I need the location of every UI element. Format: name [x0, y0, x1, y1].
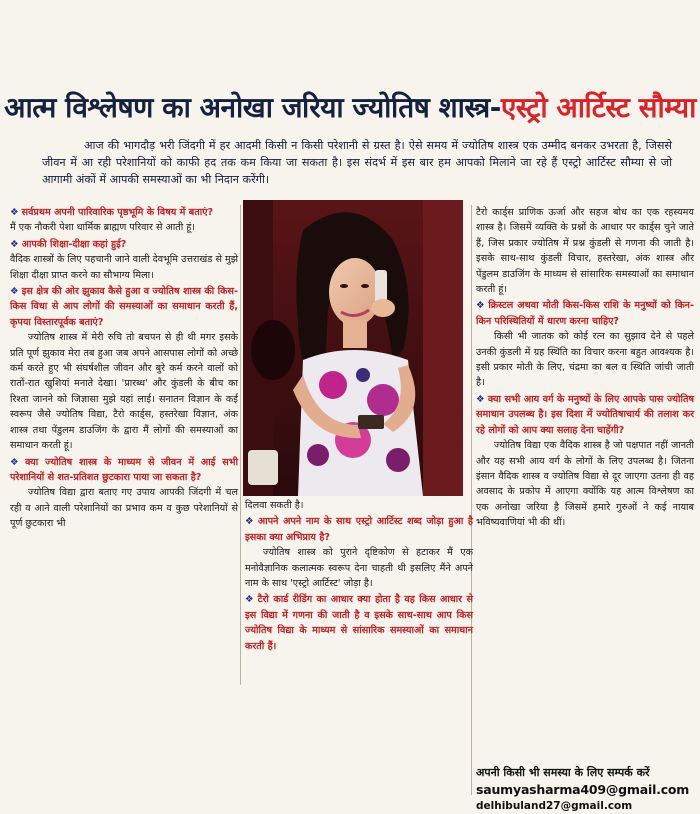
- question: ❖ आपने अपने नाम के साथ एस्ट्रो आर्टिस्ट शब्द जोड़ा हुआ है इसका क्या अभिप्राय है?: [245, 516, 473, 543]
- diamond-icon: ❖: [10, 286, 19, 298]
- question: ❖ क्रिस्टल अथवा मोती किस-किस राशि के मनुष्यों को किन-किन परिस्थितियों में धारण करना चाहिए?: [476, 300, 694, 327]
- answer: ज्योतिष विद्या एक वैदिक शास्त्र है जो पक्षपात नहीं जानती और यह सभी आय वर्ग के लोगों के लिए उपलब्ध है। जितना इंसान वैदिक शास्त्र व ज्योतिष विद्या से दूर जाएगा उतना ही वह अवसाद के प्रकोप में आएगा क्योंकि यह आत्म विश्लेषण का एक अनोखा जरिया है जिसमें हमारे गुरुओं ने कई नायाब भविष्यवाणियां भी की थीं।: [476, 440, 694, 529]
- diamond-icon: ❖: [476, 393, 485, 405]
- diamond-icon: ❖: [245, 594, 255, 606]
- contact-website[interactable]: delhibuland27@gmail.com: [476, 800, 633, 812]
- answer: किसी भी जातक को कोई रत्न का सुझाव देने से पहले उनकी कुंडली में ग्रह स्थिति का विचार करना बहुत आवश्यक है। इसी प्रकार मोती के लिए, चंद्रमा का बल व स्थिति जांची जाती है।: [476, 331, 694, 389]
- answer: दिलवा सकती है।: [245, 500, 304, 511]
- question: ❖ इस क्षेत्र की ओर झुकाव कैसे हुआ व ज्योतिष शास्त्र की किस-किस विधा से आप लोगों की समस्याओं का समाधान करती हैं, कृपया विस्तारपूर्वक बताएं?: [10, 286, 238, 328]
- left-column: [10, 205, 238, 533]
- answer: ज्योतिष विद्या द्वारा बताए गए उपाय आपकी जिंदगी में चल रही व आने वाली परेशानियों का प्रभाव कम व कुछ परेशानियों से पूर्ण छुटकारा भी: [10, 487, 238, 530]
- intro-paragraph: आज की भागदौड़ भरी जिंदगी में हर आदमी किसी न किसी परेशानी से ग्रस्त है। ऐसे समय में ज्योतिष शास्त्र एक उम्मीद बनकर उभरता है, जिससे जीवन में आ रही परेशानियों को काफी हद तक कम किया जा सकता है। इस संदर्भ में इस बार हम आपको मिलाने जा रहे हैं एस्ट्रो आर्टिस्ट सौम्या से जो आगामी अंकों में आपकी समस्याओं का भी निदान करेंगी।: [42, 139, 672, 186]
- contact-email[interactable]: saumyasharma409@gmail.com: [476, 782, 690, 797]
- diamond-icon: ❖: [10, 238, 19, 250]
- question: ❖ सर्वप्रथम अपनी पारिवारिक पृष्ठभूमि के विषय में बताएं?: [10, 207, 214, 218]
- diamond-icon: ❖: [245, 516, 255, 528]
- contact-box: [476, 765, 696, 814]
- answer: टैरो कार्ड्स प्राणिक ऊर्जा और सहज बोध का एक रहस्यमय शास्त्र है। जिसमें व्यक्ति के प्रश्नों के आधार पर कार्ड्स चुने जाते हैं, जिस प्रकार ज्योतिष में प्रश्न कुंडली से गणना की जाती है। इसके साथ-साथ कुंडली विचार, हस्तरेखा, अंक शास्त्र और पेंडुलम डाउजिंग के माध्यम से सांसारिक समस्याओं का समाधान करती हूं।: [476, 207, 694, 296]
- question: ❖ क्या सभी आय वर्ग के मनुष्यों के लिए आपके पास ज्योतिष समाधान उपलब्ध है। इस दिशा में ज्योतिषाचार्य की तलाश कर रहे लोगों को आप क्या सलाह देना चाहेंगी?: [476, 393, 694, 436]
- diamond-icon: ❖: [10, 456, 23, 468]
- question: ❖ टैरो कार्ड रीडिंग का आधार क्या होता है वह किस आधार से इस विद्या में गणना की जाती है व इसके साथ-साथ आप किस ज्योतिष विद्या के माध्यम से सांसारिक समस्याओं का समाधान करती हैं।: [245, 594, 473, 652]
- portrait-photo: [243, 200, 463, 496]
- question: ❖ आपकी शिक्षा-दीक्षा कहां हुई?: [10, 238, 127, 250]
- answer: मैं एक नौकरी पेशा धार्मिक ब्राह्मण परिवार से आती हूं।: [10, 222, 196, 234]
- headline-name: एस्ट्रो आर्टिस्ट सौम्या: [500, 91, 696, 124]
- answer: ज्योतिष शास्त्र को पुराने दृष्टिकोण से हटाकर मैं एक मनोवैज्ञानिक कलात्मक स्वरूप देना चाहती थी इसलिए मैंने अपने नाम के साथ 'एस्ट्रो आर्टिस्ट' जोड़ा है।: [245, 547, 473, 590]
- article-headline: [0, 85, 700, 130]
- headline-main: आत्म विश्लेषण का अनोखा जरिया ज्योतिष शास्त्र-: [4, 91, 501, 124]
- question: ❖ क्या ज्योतिष शास्त्र के माध्यम से जीवन में आई सभी परेशानियों से शत-प्रतिशत छुटकारा पाया जा सकता है?: [10, 456, 238, 483]
- answer: ज्योतिष शास्त्र में मेरी रुचि तो बचपन से ही थी मगर इसके प्रति पूर्ण झुकाव मेरा तब हुआ जब अपने आसपास लोगों को अच्छे कर्म करते हुए भी संघर्षशील जीवन और बुरे कर्म करने वालों को रातों-रात खुशियां मनाते देखा। 'प्रारब्ध' और कुंडली के बीच का रिश्ता जानने को जिज्ञासा मुझे यहां लाई। सनातन विज्ञान के कई स्वरूप जैसे ज्योतिष विद्या, टैरो कार्ड्स, हस्तरेखा विज्ञान, अंक शास्त्र तथा पेंडुलम डाउजिंग के द्वारा मैं लोगों की समस्याओं का समाधान करती हूं।: [10, 332, 238, 452]
- contact-tagline: अपनी किसी भी समस्या के लिए सम्पर्क करें: [476, 766, 650, 779]
- diamond-icon: ❖: [10, 207, 19, 218]
- diamond-icon: ❖: [476, 300, 486, 312]
- middle-column: [245, 498, 473, 654]
- right-column: [476, 205, 694, 532]
- answer: वैदिक शास्त्रों के लिए पहचानी जाने वाली देवभूमि उत्तराखंड से मुझे शिक्षा दीक्षा प्राप्त करने का सौभाग्य मिला।: [10, 254, 238, 281]
